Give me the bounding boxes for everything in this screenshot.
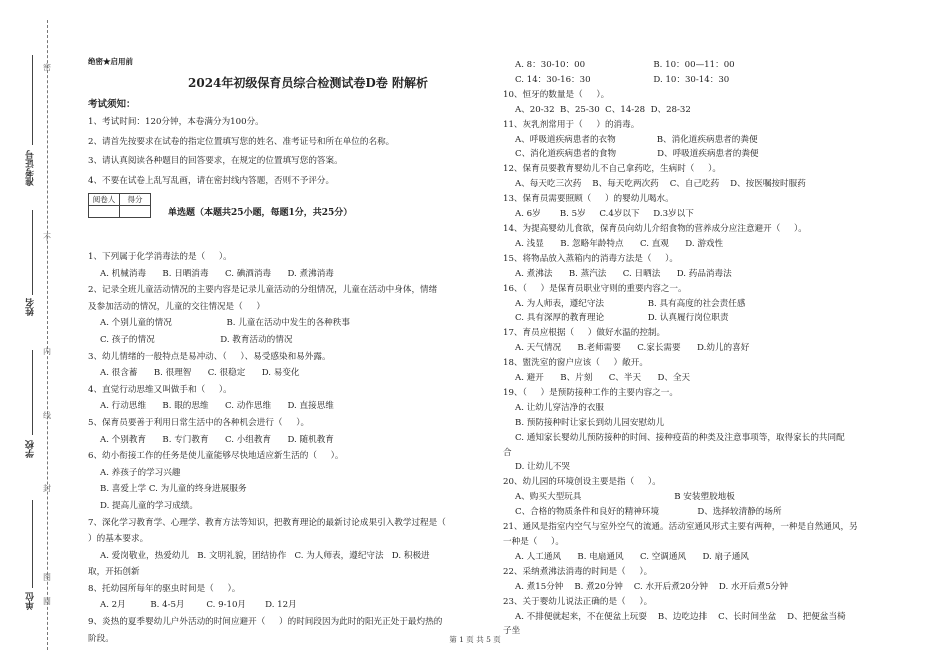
question-text: 取，开拓创新 [88, 567, 140, 578]
right-question-list [503, 58, 903, 639]
question-text: 9、炎热的夏季婴幼儿户外活动的时间应避开（ ）的时间段因为此时的阳光正处于最灼热的 [88, 617, 443, 628]
question-text: 23、关于婴幼儿说法正确的是（ ）。 [503, 596, 653, 607]
answer-options: A. 天气情况 B.老师需要 C.家长需要 D.幼儿的喜好 [515, 343, 750, 354]
answer-options: A. 行动思维 B. 眼的思维 C. 动作思维 D. 直接思维 [100, 401, 334, 412]
answer-options: A. 煮沸法 B. 蒸汽法 C. 日晒法 D. 药品消毒法 [515, 268, 732, 279]
answer-options: A、20-32 B、25-30 C、14-28 D、28-32 [515, 104, 691, 115]
answer-options: A. 机械消毒 B. 日晒消毒 C. 碘酒消毒 D. 煮沸消毒 [100, 268, 334, 279]
notice-item: 1、考试时间：120分钟，本卷满分为100分。 [88, 117, 264, 127]
answer-options: C. 14：30-16：30 D. 10：30-14：30 [515, 74, 730, 85]
notice-item: 3、请认真阅读各种题目的回答要求，在规定的位置填写您的答案。 [88, 156, 343, 166]
answer-options: A. 养孩子的学习兴趣 [100, 467, 181, 478]
seal-char: 密 [43, 63, 51, 72]
question-text: 12、保育员要教育婴幼儿不自己拿药吃，生病时（ ）。 [503, 164, 721, 175]
question-text: 18、盥洗室的窗户应该（ ）敞开。 [503, 358, 648, 369]
section-title: 单选题（本题共25小题，每题1分，共25分） [168, 208, 353, 218]
grader-header: 阅卷人 [89, 194, 120, 206]
notice-item: 2、请首先按要求在试卷的指定位置填写您的姓名、准考证号和所在单位的名称。 [88, 136, 395, 147]
answer-options: A. 避开 B、片刻 C、半天 D、全天 [515, 373, 691, 384]
seal-char: 封 [43, 484, 51, 493]
answer-options: A. 很含蓄 B. 很理智 C. 很稳定 D. 易变化 [100, 368, 300, 379]
answer-options: A. 不排便就起来，不在便盆上玩耍 B、边吃边排 C、长时间坐盆 D、把便盆当椅 [515, 611, 846, 622]
answer-options: A. 个别儿童的情况 B. 儿童在活动中发生的各种秩事 [100, 318, 350, 329]
answer-options: B. 预防接种时让家长到幼儿园安慰幼儿 [515, 417, 665, 428]
school-field-line [32, 350, 33, 435]
question-text: 1、下列属于化学消毒法的是（ ）。 [88, 252, 232, 262]
question-text: 子坐 [503, 626, 521, 637]
question-text: 7、深化学习教育学、心理学、教育方法等知识，把教育理论的最新讨论成果引入教学过程是（ [88, 517, 446, 528]
question-text: 阶段。 [88, 633, 114, 644]
question-text: ）的基本要求。 [88, 534, 149, 545]
answer-options: A. 人工通风 B. 电扇通风 C. 空调通风 D. 扇子通风 [515, 551, 749, 562]
seal-char: 图 [43, 573, 51, 582]
score-cell[interactable] [120, 206, 151, 218]
question-text: 16、（ ）是保育员职业守则的重要内容之一。 [503, 283, 687, 294]
question-text: 一种是（ ）。 [503, 537, 564, 547]
question-text: 6、幼小衔接工作的任务是使儿童能够尽快地适应新生活的（ ）。 [88, 451, 344, 462]
seal-char: 不 [43, 233, 51, 242]
answer-options: A. 个别教育 B. 专门教育 C. 小组教育 D. 随机教育 [100, 434, 334, 445]
question-text: 4、直觉行动思维又叫做手和（ ）。 [88, 384, 232, 395]
score-header: 得分 [120, 194, 151, 206]
name-label: 姓名 [26, 298, 36, 316]
answer-options: C. 孩子的情况 D. 教育活动的情况 [100, 334, 293, 345]
school-label: 学校 [26, 440, 36, 458]
answer-options: A. 6岁 B. 5岁 C.4岁以下 D.3岁以下 [515, 209, 694, 220]
seal-char: 圆 [43, 597, 51, 606]
question-text: 14、为提高婴幼儿食欲，保育员向幼儿介绍食物的营养成分应注意避开（ ）。 [503, 223, 807, 234]
answer-options: A、每天吃三次药 B、每天吃两次药 C、自己吃药 D、按医嘱按时服药 [515, 179, 806, 190]
question-text: 2、记录全班儿童活动情况的主要内容是记录儿童活动的分组情况，儿童在活动中身体，情绪 [88, 285, 438, 296]
answer-options: A. 8：30-10：00 B. 10：00—11：00 [515, 60, 735, 70]
question-text: 20、幼儿园的环境创设主要是指（ ）。 [503, 477, 661, 488]
page-title: 2024年初级保育员综合检测试卷D卷 附解析 [188, 76, 428, 90]
left-question-list [88, 249, 488, 647]
secret-mark: 绝密★启用前 [88, 57, 133, 66]
score-area [88, 193, 488, 227]
question-text: 5、保育员要善于利用日常生活中的各种机会进行（ ）。 [88, 417, 310, 428]
answer-options: B. 喜爱上学 C. 为儿童的终身进展服务 [100, 484, 247, 495]
notice-item: 4、不要在试卷上乱写乱画，请在密封线内答题，否则不予评分。 [88, 175, 335, 186]
answer-options: A. 煮15分钟 B. 煮20分钟 C. 水开后煮20分钟 D. 水开后煮5分钟 [515, 581, 788, 592]
question-text: 15、将物品放入蒸箱内的消毒方法是（ ）。 [503, 253, 678, 264]
left-column [88, 56, 488, 647]
seal-char: 内 [43, 347, 51, 356]
question-text: 11、灰乳剂常用于（ ）的消毒。 [503, 119, 640, 130]
question-text: 及参加活动的情况，儿童的交往情况是（ ） [88, 301, 265, 312]
question-text: 8、托幼园所每年的驱虫时间是（ ）。 [88, 583, 241, 594]
answer-options: D. 让幼儿不哭 [515, 462, 571, 473]
answer-options: C. 具有深厚的教育理论 D. 认真履行岗位职责 [515, 313, 729, 324]
seal-line [47, 20, 48, 650]
answer-options: D. 提高儿童的学习成绩。 [100, 500, 198, 511]
answer-options: A. 2月 B. 4-5月 C. 9-10月 D. 12月 [100, 600, 297, 611]
page-footer: 第 1 页 共 5 页 [449, 635, 501, 644]
exam-number-label: 准考证号 [26, 150, 36, 186]
notice-list [88, 113, 488, 191]
unit-field-line [32, 500, 33, 588]
question-text: 21、通风是指室内空气与室外空气的流通。活动室通风形式主要有两种，一种是自然通风，另 [503, 522, 858, 533]
unit-label: 单位 [26, 592, 36, 610]
answer-options: A. 浅显 B. 忽略年龄特点 C. 直观 D. 游戏性 [515, 238, 724, 249]
answer-options: A. 为人师表，遵纪守法 B. 具有高度的社会责任感 [515, 298, 746, 309]
question-text: 22、采纳煮沸法消毒的时间是（ ）。 [503, 566, 653, 577]
score-table [88, 193, 151, 218]
question-text: 17、育员应根据（ ）做好水温的控制。 [503, 328, 666, 339]
question-text: 19、（ ）是预防接种工作的主要内容之一。 [503, 387, 678, 398]
grader-cell[interactable] [89, 206, 120, 218]
binding-margin [0, 0, 70, 671]
answer-options: C. 通知家长婴幼儿预防接种的时间、接种疫苗的种类及注意事项等，取得家长的共同配 [515, 432, 845, 443]
notice-heading: 考试须知： [88, 99, 136, 110]
answer-options: A. 爱岗敬业，热爱幼儿 B. 文明礼貌，团结协作 C. 为人师表，遵纪守法 D. 积极进 [100, 550, 430, 561]
exam-number-field-line [32, 55, 33, 145]
answer-options: C、消化道疾病患者的食物 D、呼吸道疾病患者的粪便 [515, 149, 759, 160]
answer-options: C、合格的物质条件和良好的精神环境 D、选择较清静的场所 [515, 507, 782, 518]
question-text: 3、幼儿情绪的一般特点是易冲动、（ ）、易受感染和易外露。 [88, 351, 331, 362]
question-text: 10、恒牙的数量是（ ）。 [503, 89, 610, 100]
seal-char: 线 [43, 411, 51, 420]
name-field-line [32, 210, 33, 295]
answer-options: A、呼吸道疾病患者的衣物 B、消化道疾病患者的粪便 [515, 134, 758, 145]
answer-options: A. 让幼儿穿洁净的衣服 [515, 402, 605, 413]
question-text: 合 [503, 447, 512, 458]
answer-options: A、购买大型玩具 B 安装塑胶地板 [515, 492, 735, 503]
question-text: 13、保育员需要照顾（ ）的婴幼儿喝水。 [503, 194, 674, 205]
